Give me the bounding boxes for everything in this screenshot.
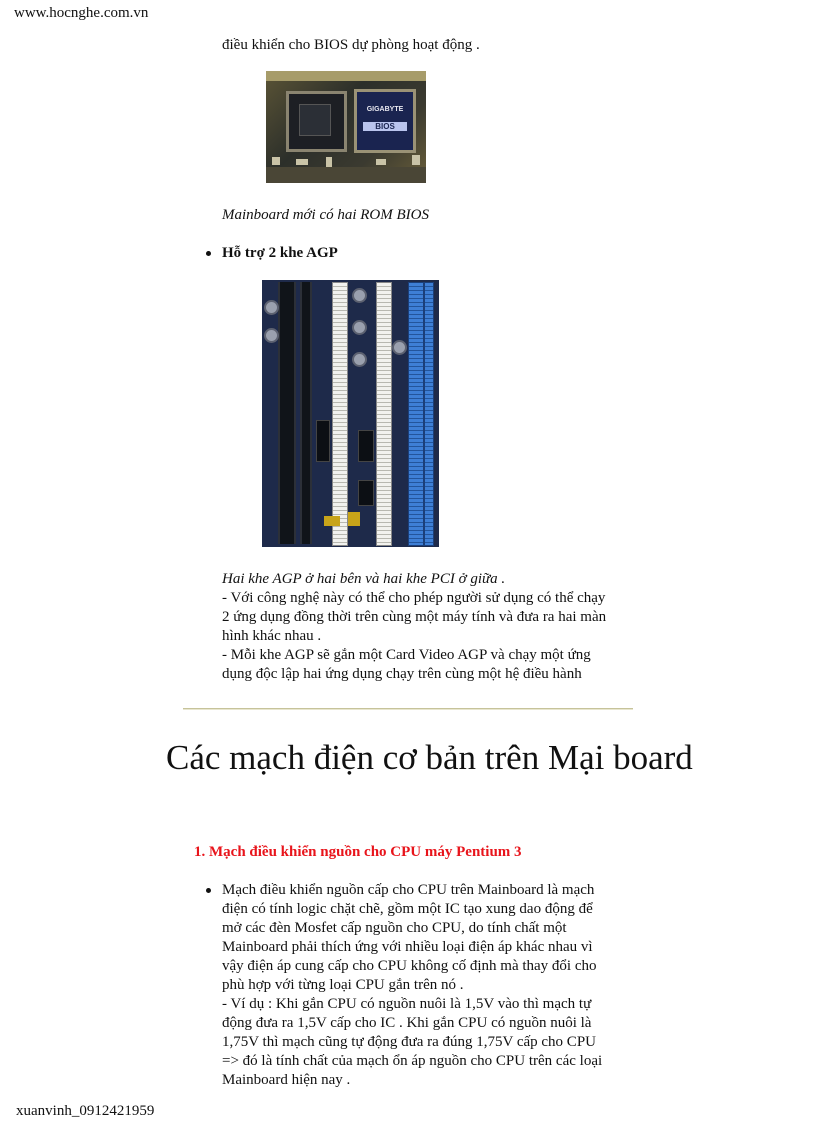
para-line: 2 ứng dụng đồng thời trên cùng một máy tính và đưa ra hai màn <box>222 609 607 625</box>
section-title: Các mạch điện cơ bản trên Mại board <box>166 738 693 777</box>
bullet-heading-agp: Hỗ trợ 2 khe AGP <box>222 245 338 261</box>
pci-slot <box>376 282 392 546</box>
bullet-dot <box>206 888 211 893</box>
agp-slots-photo <box>262 280 439 547</box>
pci-slot <box>332 282 348 546</box>
caption-bios: Mainboard mới có hai ROM BIOS <box>222 207 430 223</box>
bullet-dot <box>206 251 211 256</box>
body-line: => đó là tính chất của mạch ổn áp nguồn cho CPU trên các loại <box>222 1053 603 1069</box>
body-line: - Ví dụ : Khi gắn CPU có nguồn nuôi là 1,5V vào thì mạch tự <box>222 996 592 1012</box>
body-line: vậy điện áp cung cấp cho CPU không cố định mà thay đổi cho <box>222 958 597 974</box>
body-line: phù hợp với từng loại CPU gắn trên nó . <box>222 977 464 993</box>
agp-slot-left <box>278 282 296 544</box>
bios-chip-backup: GIGABYTE BIOS <box>354 89 416 153</box>
intro-line: điều khiển cho BIOS dự phòng hoạt động . <box>222 37 480 53</box>
para-line: - Với công nghệ này có thể cho phép người sử dụng có thể chạy <box>222 590 606 606</box>
bios-chips-photo <box>266 71 426 183</box>
para-line: dụng độc lập hai ứng dụng chạy trên cùng một hệ điều hành <box>222 666 582 682</box>
para-line: - Mỗi khe AGP sẽ gắn một Card Video AGP và chạy một ứng <box>222 647 591 663</box>
para-line: hình khác nhau . <box>222 628 322 644</box>
horizontal-rule <box>183 708 633 710</box>
caption-agp: Hai khe AGP ở hai bên và hai khe PCI ở giữa . <box>222 571 506 587</box>
bios-chip-primary <box>286 91 347 152</box>
body-line: động đưa ra 1,5V cấp cho IC . Khi gắn CPU có nguồn nuôi là <box>222 1015 592 1031</box>
body-line: điện có tính logic chặt chẽ, gồm một IC tạo xung dao động để <box>222 901 593 917</box>
subheading-cpu-power: 1. Mạch điều khiển nguồn cho CPU máy Pentium 3 <box>194 844 522 860</box>
body-line: Mạch điều khiển nguồn cấp cho CPU trên Mainboard là mạch <box>222 882 595 898</box>
body-line: Mainboard phải thích ứng với nhiều loại điện áp khác nhau vì <box>222 939 593 955</box>
body-line: Mainboard hiện nay . <box>222 1072 351 1088</box>
body-line: 1,75V thì mạch cũng tự động đưa ra đúng 1,75V cấp cho CPU <box>222 1034 596 1050</box>
agp-slot-right <box>408 282 424 546</box>
site-url: www.hocnghe.com.vn <box>14 5 149 21</box>
body-line: mở các đèn Mosfet cấp nguồn cho CPU, do tính chất một <box>222 920 567 936</box>
footer-author: xuanvinh_0912421959 <box>16 1103 155 1119</box>
